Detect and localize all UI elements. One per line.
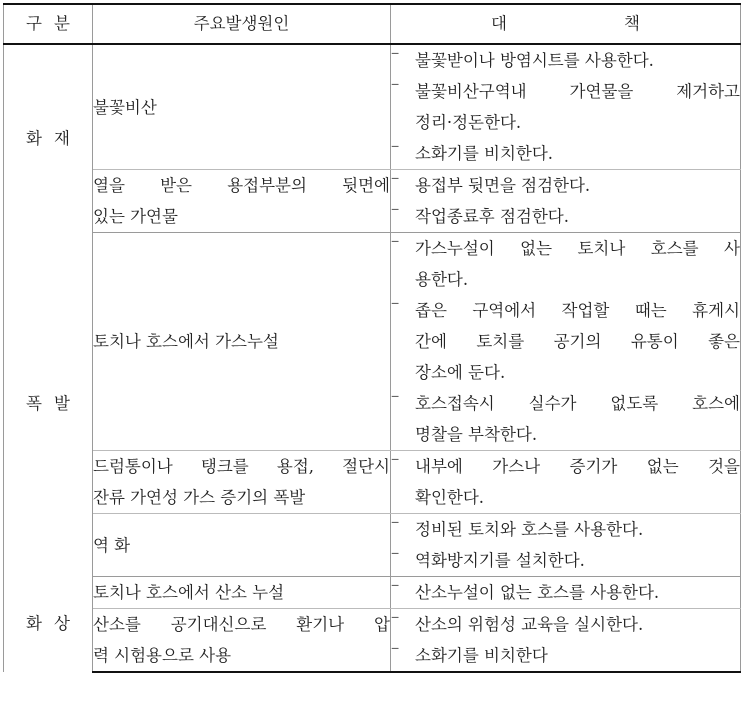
measure-text: 확인한다. — [415, 488, 485, 507]
measure-item — [391, 295, 740, 388]
dash-bullet-icon: – — [391, 43, 400, 62]
measure-item — [391, 577, 740, 608]
dash-bullet-icon: – — [391, 575, 400, 594]
measure-cell — [391, 577, 741, 609]
cause-text: 드럼통이나 탱크를 용접, 절단시 — [93, 457, 390, 476]
measure-text: 산소의 위험성 교육을 실시한다. — [415, 615, 644, 634]
cause-text: 산소를 공기대신으로 환기나 압 — [93, 615, 390, 634]
measure-item — [391, 609, 740, 640]
dash-bullet-icon: – — [391, 512, 400, 531]
measure-item — [391, 514, 740, 545]
dash-bullet-icon: – — [391, 543, 400, 562]
table-row — [4, 451, 741, 514]
measure-text: 소화기를 비치한다. — [415, 144, 554, 163]
table-row — [4, 44, 741, 170]
header-cause: 주요발생원인 — [93, 4, 391, 44]
table-row — [4, 514, 741, 577]
cause-cell — [93, 233, 391, 451]
safety-measures-table — [3, 3, 741, 673]
measure-cell — [391, 609, 741, 673]
table-row — [4, 577, 741, 609]
cause-text: 있는 가연물 — [93, 207, 178, 226]
dash-bullet-icon: – — [391, 449, 400, 468]
category-cell: 화 재 — [4, 44, 93, 233]
measure-item — [391, 451, 740, 513]
measure-text: 명찰을 부착한다. — [415, 425, 538, 444]
measure-text: 용접부 뒷면을 점검한다. — [415, 176, 591, 195]
measure-text: 좁은 구역에서 작업할 때는 휴게시 — [415, 301, 740, 320]
dash-bullet-icon: – — [391, 607, 400, 626]
dash-bullet-icon: – — [391, 136, 400, 155]
category-cell: 폭 발 — [4, 233, 93, 577]
cause-cell — [93, 514, 391, 577]
dash-bullet-icon: – — [391, 638, 400, 657]
measure-cell — [391, 514, 741, 577]
measure-text: 호스접속시 실수가 없도록 호스에 — [415, 394, 740, 413]
measure-cell — [391, 170, 741, 233]
measure-text: 불꽃받이나 방염시트를 사용한다. — [415, 51, 654, 70]
dash-bullet-icon: – — [391, 386, 400, 405]
table-row — [4, 609, 741, 673]
measure-item — [391, 138, 740, 169]
dash-bullet-icon: – — [391, 231, 400, 250]
cause-text: 열을 받은 용접부분의 뒷면에 — [93, 176, 390, 195]
cause-cell — [93, 577, 391, 609]
measure-text: 장소에 둔다. — [415, 363, 506, 382]
header-category: 구 분 — [4, 4, 93, 44]
table-row — [4, 233, 741, 451]
measure-text: 소화기를 비치한다 — [415, 646, 548, 665]
measure-text: 역화방지기를 설치한다. — [415, 551, 585, 570]
measure-text: 정비된 토치와 호스를 사용한다. — [415, 520, 644, 539]
cause-text: 력 시험용으로 사용 — [93, 646, 232, 665]
measure-text: 내부에 가스나 증기가 없는 것을 — [415, 457, 740, 476]
measure-text: 가스누설이 없는 토치나 호스를 사 — [415, 239, 740, 258]
cause-text: 잔류 가연성 가스 증기의 폭발 — [93, 488, 306, 507]
measure-item — [391, 76, 740, 138]
table-row — [4, 170, 741, 233]
measure-cell — [391, 451, 741, 514]
measure-item — [391, 545, 740, 576]
header-row — [4, 4, 741, 44]
measure-text: 불꽃비산구역내 가연물을 제거하고 — [415, 82, 740, 101]
category-cell: 화 상 — [4, 577, 93, 673]
cause-cell — [93, 609, 391, 673]
measure-text: 정리·정돈한다. — [415, 113, 522, 132]
dash-bullet-icon: – — [391, 168, 400, 187]
measure-cell — [391, 44, 741, 170]
cause-text: 토치나 호스에서 산소 누설 — [93, 583, 285, 602]
dash-bullet-icon: – — [391, 74, 400, 93]
cause-cell — [93, 451, 391, 514]
table-body — [4, 44, 741, 672]
measure-text: 산소누설이 없는 호스를 사용한다. — [415, 583, 660, 602]
header-measure: 대 책 — [391, 4, 741, 44]
measure-cell — [391, 233, 741, 451]
measure-text: 간에 토치를 공기의 유통이 좋은 — [415, 332, 740, 351]
measure-item — [391, 45, 740, 76]
cause-text: 불꽃비산 — [93, 97, 157, 117]
measure-item — [391, 233, 740, 295]
measure-item — [391, 201, 740, 232]
dash-bullet-icon: – — [391, 293, 400, 312]
measure-text: 작업종료후 점검한다. — [415, 207, 569, 226]
measure-item — [391, 640, 740, 671]
cause-cell — [93, 170, 391, 233]
cause-cell — [93, 44, 391, 170]
measure-text: 용한다. — [415, 270, 469, 289]
measure-item — [391, 388, 740, 450]
cause-text: 토치나 호스에서 가스누설 — [93, 332, 279, 351]
dash-bullet-icon: – — [391, 199, 400, 218]
measure-item — [391, 170, 740, 201]
cause-text: 역 화 — [93, 535, 131, 555]
